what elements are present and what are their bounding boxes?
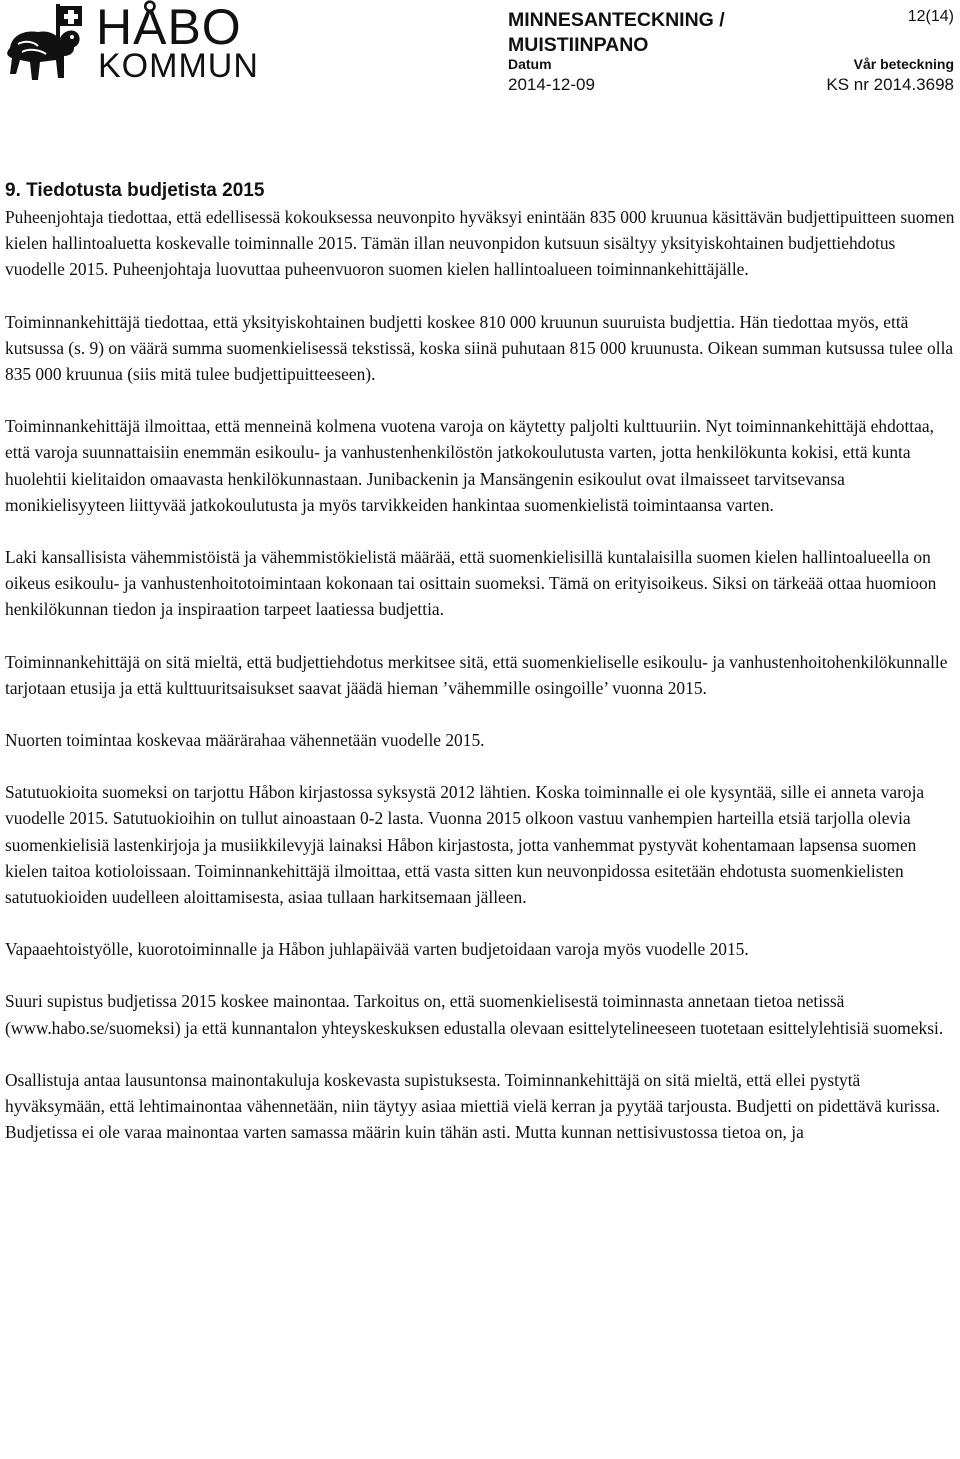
- memo-body: [5, 178, 955, 1171]
- paragraph: Puheenjohtaja tiedottaa, että edellisessä kokouksessa neuvonpito hyväksyi enintään 835 000 kruunua käsittävän budjettipuitteen suomen kielen hallintoaluetta koskevalle toiminnalle 2015. Tämän illan neuvonpidon kutsuun sisältyy yksityiskohtainen budjettiehdotus vuodelle 2015. Puheenjohtaja luovuttaa puheenvuoron suomen kielen hallintoalueen toiminnankehittäjälle.: [5, 207, 955, 280]
- paragraph: Toiminnankehittäjä ilmoittaa, että menneinä kolmena vuotena varoja on käytetty paljolti kulttuuriin. Nyt toiminnankehittäjä ehdottaa, että varoja suunnattaisiin enemmän esikoulu- ja vanhustenhenkilöstön jatkokoulutusta varten, jotta henkilökunta kokisi, että kunta huolehtii kielitaidon omaavasta henkilökunnastaan. Junibackenin ja Mansängenin esikoulut ovat ilmaisseet tarvitsevansa monikielisyyteen liittyvää jatkokoulutusta ja myös tarvikkeiden hankintaa suomenkielistä toimintaansa varten.: [5, 416, 934, 515]
- paragraph: Satutuokioita suomeksi on tarjottu Håbon kirjastossa syksystä 2012 lähtien. Koska toiminnalle ei ole kysyntää, sille ei anneta varoja vuodelle 2015. Satutuokioihin on tullut ainoastaan 0-2 lasta. Vuonna 2015 olkoon vastuu vanhempien harteilla etsiä tarjolla olevia suomenkielisiä lastenkirjoja ja musiikkilevyjä lainaksi Håbon kirjastosta, jotta vanhemmat pystyvät kohentamaan lapsensa suomen kielen taitoa kotioloissaan. Toiminnankehittäjä ilmoittaa, että vasta sitten kun neuvonpidossa esitetään ehdotusta suomenkielisten satutuokioiden uudelleen aloittamisesta, asiaa tullaan harkitsemaan jälleen.: [5, 782, 925, 908]
- page-number: 12(14): [907, 8, 954, 25]
- paragraph: Toiminnankehittäjä on sitä mieltä, että budjettiehdotus merkitsee sitä, että suomenkieliselle esikoulu- ja vanhustenhoitohenkilökunnalle tarjotaan etusija ja että kulttuuritsaisukset saavat jäädä hieman ’vähemmille osingoille’ vuonna 2015.: [5, 651, 948, 698]
- paragraph: Toiminnankehittäjä tiedottaa, että yksityiskohtainen budjetti koskee 810 000 kruunun suuruista budjettia. Hän tiedottaa myös, että kutsussa (s. 9) on väärä summa suomenkielisessä tekstissä, koska siinä puhutaan 815 000 kruunusta. Oikean summan kutsussa tulee olla 835 000 kruunua (siis mitä tulee budjettipuitteeseen).: [5, 311, 954, 385]
- date-label: Datum: [508, 56, 552, 72]
- paragraph: Nuorten toimintaa koskevaa määrärahaa vähennetään vuodelle 2015.: [5, 730, 485, 751]
- logo-wordmark-habo: HÅBO: [96, 0, 242, 55]
- paragraph: Laki kansallisista vähemmistöistä ja vähemmistökielistä määrää, että suomenkielisillä kuntalaisilla suomen kielen hallintoalueella on oikeus esikoulu- ja vanhustenhoitotoimintaan kokonaan tai osittain suomeksi. Tämä on erityisoikeus. Siksi on tärkeää ottaa huomioon henkilökunnan tiedon ja inspiraation tarpeet laatiessa budjettia.: [5, 547, 937, 620]
- date-value: 2014-12-09: [508, 75, 595, 94]
- paragraph: Osallistuja antaa lausuntonsa mainontakuluja koskevasta supistuksesta. Toiminnankehittäjä on sitä mieltä, että ellei pystytä hyväksymään, että lehtimainontaa vähennetään, niin täytyy asiaa miettiä vielä kerran ja pyytää tarjousta. Budjetti on pidettävä kurissa. Budjetissa ei ole varaa mainontaa varten samassa määrin kuin tähän asti. Mutta kunnan nettisivustossa tietoa on, ja: [5, 1069, 940, 1143]
- paragraph: Vapaaehtoistyölle, kuorotoiminnalle ja Håbon juhlapäivää varten budjetoidaan varoja myös vuodelle 2015.: [5, 939, 749, 960]
- section-heading: 9. Tiedotusta budjetista 2015: [5, 180, 265, 201]
- habo-kommun-logo: [4, 0, 259, 85]
- logo-wordmark-kommun: KOMMUN: [98, 47, 259, 85]
- reference-label: Vår beteckning: [853, 56, 954, 72]
- document-type: MINNESANTECKNING / MUISTIINPANO: [508, 9, 725, 56]
- paragraph: Suuri supistus budjetissa 2015 koskee mainontaa. Tarkoitus on, että suomenkielisestä toiminnasta annetaan tietoa netissä (www.habo.se/suomeksi) ja että kunnantalon yhteyskeskuksen edustalla olevaan esittelytelineeseen tuotetaan esittelylehtisiä suomeksi.: [5, 991, 944, 1038]
- reference-value: KS nr 2014.3698: [826, 75, 954, 94]
- page-header: [0, 0, 960, 110]
- lamb-icon: [4, 4, 90, 84]
